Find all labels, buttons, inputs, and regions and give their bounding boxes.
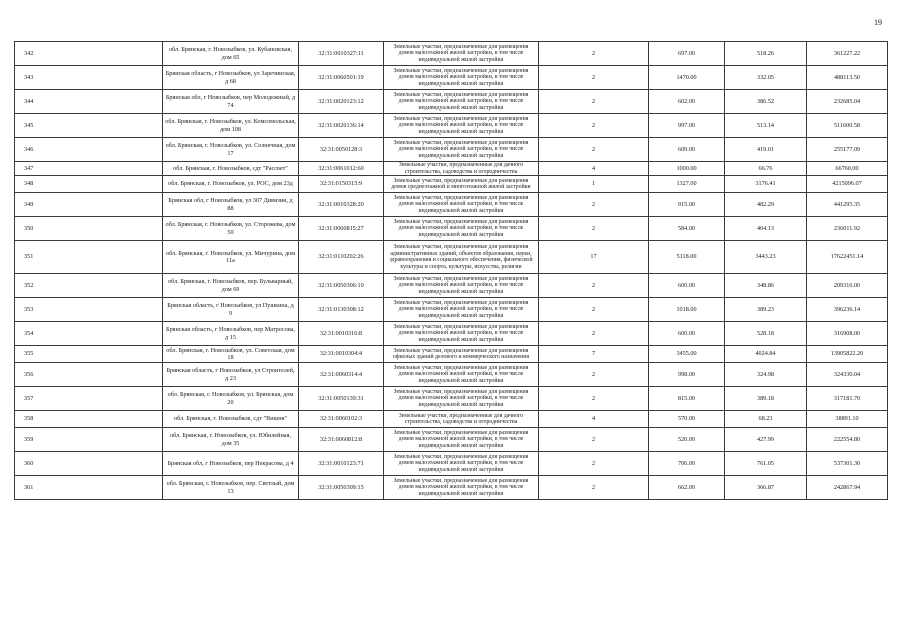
address-cell: Брянская обл, г Новозыбков, пер Некрасова, д 4 [163,452,299,476]
address-cell: обл. Брянская, г. Новозыбков, ул. Юбилейная, дом 35 [163,428,299,452]
row-number-cell: 356 [15,363,163,387]
cadastral-number-cell: 32:31:0150315:9 [299,176,384,193]
address-cell: Брянская область, г Новозыбков, ул Заречинская, д 68 [163,66,299,90]
cadastral-value-cell: 255177.09 [807,138,888,162]
land-use-purpose-cell: Земельные участки, предназначенные для размещения домов малоэтажной жилой застройки, в том числе индивидуальной жилой застройки [384,138,539,162]
cadastral-value-cell: 66760.00 [807,162,888,176]
cadastral-number-cell: 32:31:0130308:12 [299,298,384,322]
address-cell: обл. Брянская, г. Новозыбков, ул. Сторожева, дом 50 [163,217,299,241]
group-code-cell: 4 [539,411,649,428]
table-row [15,217,888,241]
area-cell: 602.00 [649,90,725,114]
land-use-purpose-cell: Земельные участки, предназначенные для размещения домов малоэтажной жилой застройки, в том числе индивидуальной жилой застройки [384,193,539,217]
table-row [15,193,888,217]
land-use-purpose-cell: Земельные участки, предназначенные для размещения домов малоэтажной жилой застройки, в том числе индивидуальной жилой застройки [384,114,539,138]
area-cell: 915.00 [649,193,725,217]
cadastral-value-cell: 209316.00 [807,274,888,298]
cadastral-number-cell: 32:31:0010316:8 [299,322,384,346]
cadastral-value-cell: 316908.00 [807,322,888,346]
specific-value-cell: 4024.84 [725,346,807,363]
table-row [15,363,888,387]
row-number-cell: 342 [15,42,163,66]
group-code-cell: 2 [539,138,649,162]
area-cell: 815.00 [649,387,725,411]
address-cell: Брянская область, г Новозыбков, ул Строителей, д 23 [163,363,299,387]
group-code-cell: 2 [539,114,649,138]
table-row [15,387,888,411]
row-number-cell: 349 [15,193,163,217]
cadastral-number-cell: 32:31:0050306:10 [299,274,384,298]
cadastral-value-cell: 242867.94 [807,476,888,500]
group-code-cell: 2 [539,363,649,387]
specific-value-cell: 324.98 [725,363,807,387]
cadastral-number-cell: 32:31:0050309:15 [299,476,384,500]
area-cell: 706.00 [649,452,725,476]
address-cell: обл. Брянская, г. Новозыбков, ул. Советская, дом 18 [163,346,299,363]
address-cell: Брянская область, г Новозыбков, ул Пушкина, д 9 [163,298,299,322]
cadastral-value-cell: 232685.04 [807,90,888,114]
row-number-cell: 361 [15,476,163,500]
land-use-purpose-cell: Земельные участки, предназначенные для размещения офисных зданий делового и коммерческого назначения [384,346,539,363]
cadastral-value-cell: 38891.10 [807,411,888,428]
cadastral-number-cell: 32:31:0010304:4 [299,346,384,363]
land-use-purpose-cell: Земельные участки, предназначенные для размещения домов малоэтажной жилой застройки, в том числе индивидуальной жилой застройки [384,452,539,476]
group-code-cell: 2 [539,476,649,500]
table-row [15,274,888,298]
cadastral-number-cell: 32:31:0061012:60 [299,162,384,176]
specific-value-cell: 3176.41 [725,176,807,193]
row-number-cell: 359 [15,428,163,452]
land-use-purpose-cell: Земельные участки, предназначенные для размещения домов малоэтажной жилой застройки, в том числе индивидуальной жилой застройки [384,90,539,114]
cadastral-number-cell: 32:31:0020136:14 [299,114,384,138]
cadastral-number-cell: 32:31:0060501:19 [299,66,384,90]
specific-value-cell: 761.05 [725,452,807,476]
group-code-cell: 2 [539,66,649,90]
row-number-cell: 352 [15,274,163,298]
table-row [15,346,888,363]
specific-value-cell: 386.52 [725,90,807,114]
land-use-purpose-cell: Земельные участки, предназначенные для размещения домов малоэтажной жилой застройки, в том числе индивидуальной жилой застройки [384,274,539,298]
land-use-purpose-cell: Земельные участки, предназначенные для размещения домов малоэтажной жилой застройки, в том числе индивидуальной жилой застройки [384,363,539,387]
row-number-cell: 355 [15,346,163,363]
table-row [15,138,888,162]
address-cell: обл. Брянская, г. Новозыбков, ул. Солнечная, дом 17 [163,138,299,162]
cadastral-value-cell: 511600.58 [807,114,888,138]
area-cell: 1470.00 [649,66,725,90]
area-cell: 520.00 [649,428,725,452]
specific-value-cell: 389.18 [725,387,807,411]
land-use-purpose-cell: Земельные участки, предназначенные для размещения домов малоэтажной жилой застройки, в том числе индивидуальной жилой застройки [384,322,539,346]
area-cell: 697.00 [649,42,725,66]
specific-value-cell: 513.14 [725,114,807,138]
group-code-cell: 17 [539,241,649,274]
row-number-cell: 346 [15,138,163,162]
table-body [15,42,888,500]
area-cell: 3455.00 [649,346,725,363]
specific-value-cell: 528.18 [725,322,807,346]
cadastral-value-cell: 13905822.20 [807,346,888,363]
row-number-cell: 347 [15,162,163,176]
land-use-purpose-cell: Земельные участки, предназначенные для размещения домов малоэтажной жилой застройки, в том числе индивидуальной жилой застройки [384,42,539,66]
land-use-purpose-cell: Земельные участки, предназначенные для размещения домов малоэтажной жилой застройки, в том числе индивидуальной жилой застройки [384,387,539,411]
cadastral-value-cell: 236011.92 [807,217,888,241]
specific-value-cell: 3443.23 [725,241,807,274]
group-code-cell: 4 [539,162,649,176]
land-use-purpose-cell: Земельные участки, предназначенные для дачного строительства, садоводства и огородничества [384,162,539,176]
group-code-cell: 7 [539,346,649,363]
specific-value-cell: 366.87 [725,476,807,500]
specific-value-cell: 419.01 [725,138,807,162]
specific-value-cell: 427.99 [725,428,807,452]
table-row [15,90,888,114]
area-cell: 600.00 [649,274,725,298]
cadastral-value-cell: 361227.22 [807,42,888,66]
area-cell: 570.00 [649,411,725,428]
address-cell: обл. Брянская, г. Новозыбков, пер. Светлый, дом 13 [163,476,299,500]
cadastral-number-cell: 32:31:0060102:3 [299,411,384,428]
cadastral-number-cell: 32:31:0010328:20 [299,193,384,217]
table-row [15,176,888,193]
cadastral-number-cell: 32:31:0050128:3 [299,138,384,162]
address-cell: обл. Брянская, г. Новозыбков, ул. РОС, дом 23д [163,176,299,193]
group-code-cell: 2 [539,42,649,66]
group-code-cell: 2 [539,452,649,476]
page-number: 19 [874,18,882,27]
cadastral-number-cell: 32:31:0060314:4 [299,363,384,387]
table-row [15,42,888,66]
area-cell: 1000.00 [649,162,725,176]
specific-value-cell: 518.26 [725,42,807,66]
row-number-cell: 343 [15,66,163,90]
row-number-cell: 358 [15,411,163,428]
address-cell: обл. Брянская, г. Новозыбков, ул. Кубановская, дом 65 [163,42,299,66]
area-cell: 600.00 [649,322,725,346]
specific-value-cell: 68.23 [725,411,807,428]
cadastral-number-cell: 32:31:0110202:26 [299,241,384,274]
group-code-cell: 2 [539,217,649,241]
group-code-cell: 2 [539,298,649,322]
row-number-cell: 354 [15,322,163,346]
land-use-purpose-cell: Земельные участки, предназначенные для размещения домов среднеэтажной и многоэтажной жилой застройки [384,176,539,193]
group-code-cell: 2 [539,90,649,114]
cadastral-value-cell: 17622451.14 [807,241,888,274]
cadastral-number-cell: 32:31:0010123:71 [299,452,384,476]
area-cell: 1327.00 [649,176,725,193]
land-use-purpose-cell: Земельные участки, предназначенные для размещения домов малоэтажной жилой застройки, в том числе индивидуальной жилой застройки [384,66,539,90]
land-use-purpose-cell: Земельные участки, предназначенные для размещения административных зданий, объектов образования, науки, здравоохранения и социального обеспечения, физической культуры и спорта, культуры, искусства, религии [384,241,539,274]
table-row [15,114,888,138]
cadastral-value-cell: 537301.30 [807,452,888,476]
table-row [15,428,888,452]
cadastral-value-cell: 488113.50 [807,66,888,90]
group-code-cell: 2 [539,387,649,411]
address-cell: обл. Брянская, г. Новозыбков, сдт "Рассвет" [163,162,299,176]
cadastral-number-cell: 32:31:0050139:31 [299,387,384,411]
specific-value-cell: 348.86 [725,274,807,298]
registry-table [14,41,888,500]
table-row [15,322,888,346]
cadastral-number-cell: 32:31:0060815:27 [299,217,384,241]
land-use-purpose-cell: Земельные участки, предназначенные для размещения домов малоэтажной жилой застройки, в том числе индивидуальной жилой застройки [384,428,539,452]
address-cell: обл. Брянская, г. Новозыбков, сдт "Вишня" [163,411,299,428]
specific-value-cell: 389.23 [725,298,807,322]
table-row [15,452,888,476]
cadastral-value-cell: 317181.70 [807,387,888,411]
table-row [15,66,888,90]
area-cell: 584.00 [649,217,725,241]
area-cell: 609.00 [649,138,725,162]
cadastral-number-cell: 32:31:0060812:8 [299,428,384,452]
cadastral-value-cell: 324330.04 [807,363,888,387]
cadastral-number-cell: 32:31:0010327:11 [299,42,384,66]
address-cell: Брянская область, г Новозыбков, пер Матросова, д 15 [163,322,299,346]
table-row [15,162,888,176]
specific-value-cell: 482.29 [725,193,807,217]
land-use-purpose-cell: Земельные участки, предназначенные для размещения домов малоэтажной жилой застройки, в том числе индивидуальной жилой застройки [384,476,539,500]
land-use-purpose-cell: Земельные участки, предназначенные для размещения домов малоэтажной жилой застройки, в том числе индивидуальной жилой застройки [384,217,539,241]
cadastral-number-cell: 32:31:0020123:12 [299,90,384,114]
row-number-cell: 344 [15,90,163,114]
address-cell: обл. Брянская, г. Новозыбков, ул. Брянская, дом 20 [163,387,299,411]
address-cell: обл. Брянская, г. Новозыбков, пер. Бульварный, дом 69 [163,274,299,298]
cadastral-value-cell: 396236.14 [807,298,888,322]
land-use-purpose-cell: Земельные участки, предназначенные для дачного строительства, садоводства и огородничества [384,411,539,428]
group-code-cell: 1 [539,176,649,193]
row-number-cell: 351 [15,241,163,274]
row-number-cell: 357 [15,387,163,411]
row-number-cell: 350 [15,217,163,241]
address-cell: Брянская обл, г Новозыбков, ул 307 Дивизии, д 88 [163,193,299,217]
group-code-cell: 2 [539,428,649,452]
specific-value-cell: 66.76 [725,162,807,176]
address-cell: обл. Брянская, г. Новозыбков, ул. Мичурина, дом 11а [163,241,299,274]
area-cell: 997.00 [649,114,725,138]
area-cell: 662.00 [649,476,725,500]
table-row [15,476,888,500]
area-cell: 1018.00 [649,298,725,322]
address-cell: обл. Брянская, г. Новозыбков, ул. Комсомольская, дом 108 [163,114,299,138]
group-code-cell: 2 [539,274,649,298]
cadastral-value-cell: 222554.80 [807,428,888,452]
land-use-purpose-cell: Земельные участки, предназначенные для размещения домов малоэтажной жилой застройки, в том числе индивидуальной жилой застройки [384,298,539,322]
specific-value-cell: 332.05 [725,66,807,90]
address-cell: Брянская обл, г Новозыбков, пер Молодежный, д 74 [163,90,299,114]
group-code-cell: 2 [539,322,649,346]
area-cell: 5118.00 [649,241,725,274]
row-number-cell: 348 [15,176,163,193]
row-number-cell: 345 [15,114,163,138]
table-row [15,241,888,274]
cadastral-value-cell: 441295.35 [807,193,888,217]
group-code-cell: 2 [539,193,649,217]
table-row [15,298,888,322]
table-row [15,411,888,428]
specific-value-cell: 404.13 [725,217,807,241]
area-cell: 998.00 [649,363,725,387]
row-number-cell: 353 [15,298,163,322]
row-number-cell: 360 [15,452,163,476]
cadastral-value-cell: 4215096.07 [807,176,888,193]
